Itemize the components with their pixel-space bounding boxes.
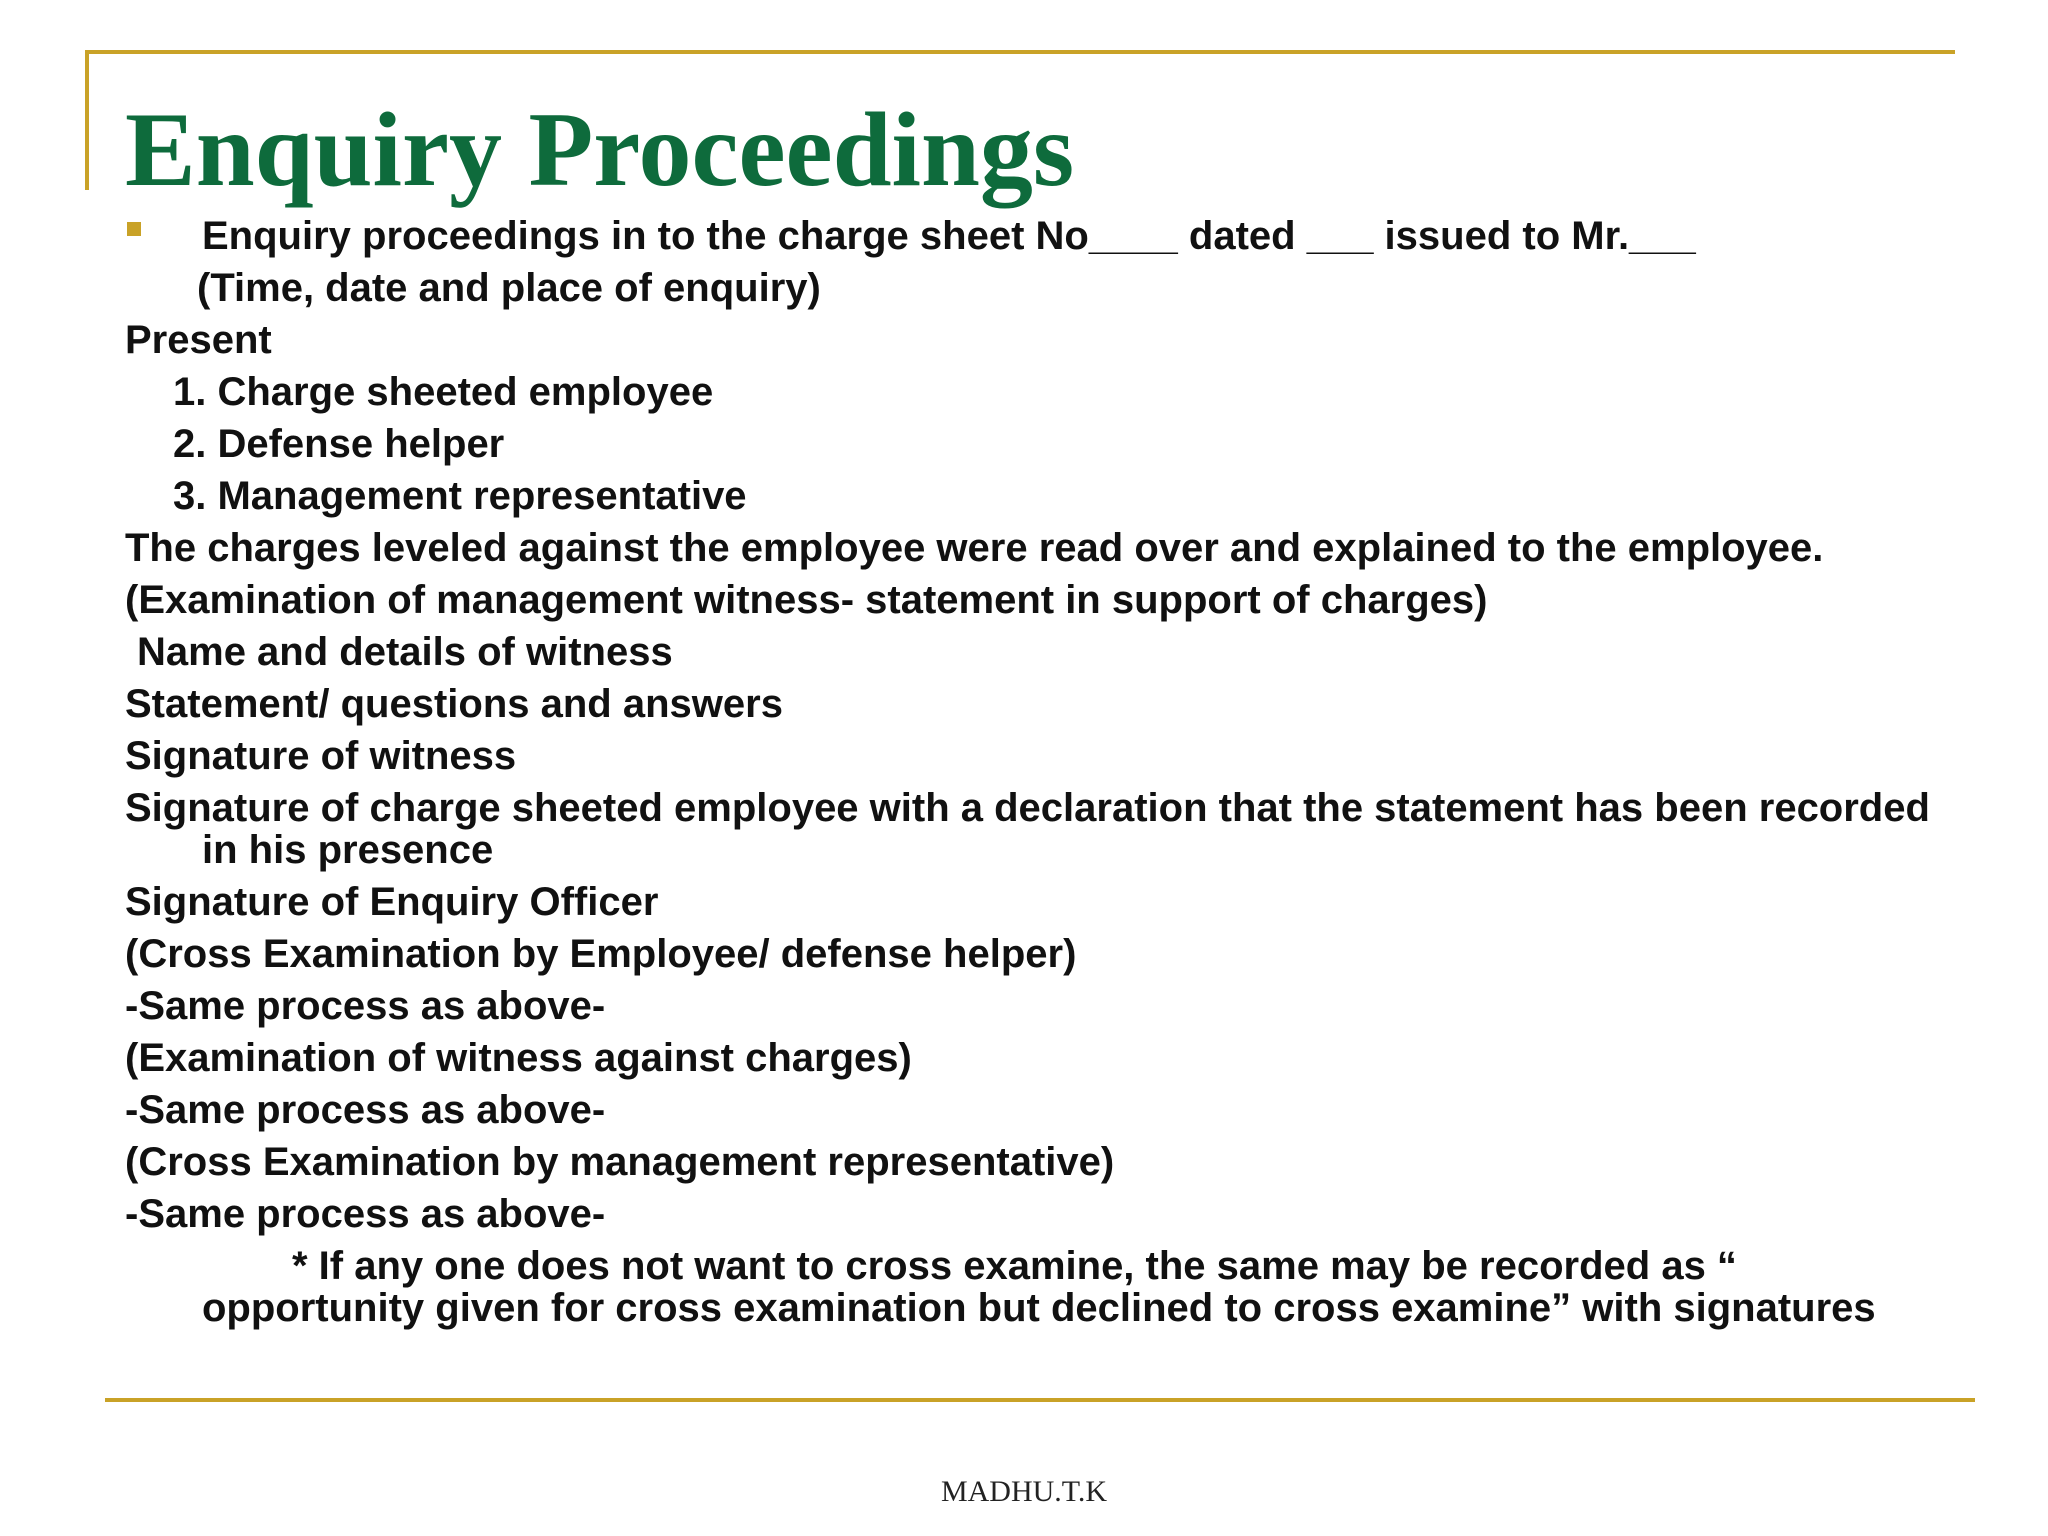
witness-against-charges-heading: (Examination of witness against charges) — [125, 1036, 912, 1080]
declined-note: * If any one does not want to cross examine, the same may be recorded as “ opportunity given for cross examination but declined to cross examine” with signatures — [202, 1244, 1876, 1330]
top-rule — [85, 50, 1955, 54]
charge-sheet-line: Enquiry proceedings in to the charge sheet No____ dated ___ issued to Mr.___ — [202, 214, 1696, 258]
present-item-2: 2. Defense helper — [173, 422, 505, 466]
slide-title: Enquiry Proceedings — [125, 91, 1075, 208]
cross-exam-management-heading: (Cross Examination by management representative) — [125, 1140, 1115, 1184]
officer-signature-line: Signature of Enquiry Officer — [125, 880, 659, 924]
time-date-place-line: (Time, date and place of enquiry) — [197, 266, 821, 310]
cross-exam-employee-heading: (Cross Examination by Employee/ defense helper) — [125, 932, 1077, 976]
same-process-line-2: -Same process as above- — [125, 1088, 606, 1132]
bottom-rule — [105, 1398, 1975, 1402]
employee-signature-line: Signature of charge sheeted employee with a declaration that the statement has been recorded in his presence — [125, 786, 1930, 872]
charges-read-line: The charges leveled against the employee were read over and explained to the employee. — [125, 526, 1824, 570]
witness-details-line: Name and details of witness — [137, 630, 673, 674]
management-witness-heading: (Examination of management witness- statement in support of charges) — [125, 578, 1488, 622]
witness-signature-line: Signature of witness — [125, 734, 517, 778]
same-process-line-1: -Same process as above- — [125, 984, 606, 1028]
footer-author: MADHU.T.K — [940, 1475, 1108, 1508]
present-item-3: 3. Management representative — [173, 474, 747, 518]
same-process-line-3: -Same process as above- — [125, 1192, 606, 1236]
statement-line: Statement/ questions and answers — [125, 682, 783, 726]
present-heading: Present — [125, 318, 272, 362]
slide-body — [125, 210, 1965, 1329]
present-item-1: 1. Charge sheeted employee — [173, 370, 714, 414]
left-rule — [85, 50, 89, 190]
